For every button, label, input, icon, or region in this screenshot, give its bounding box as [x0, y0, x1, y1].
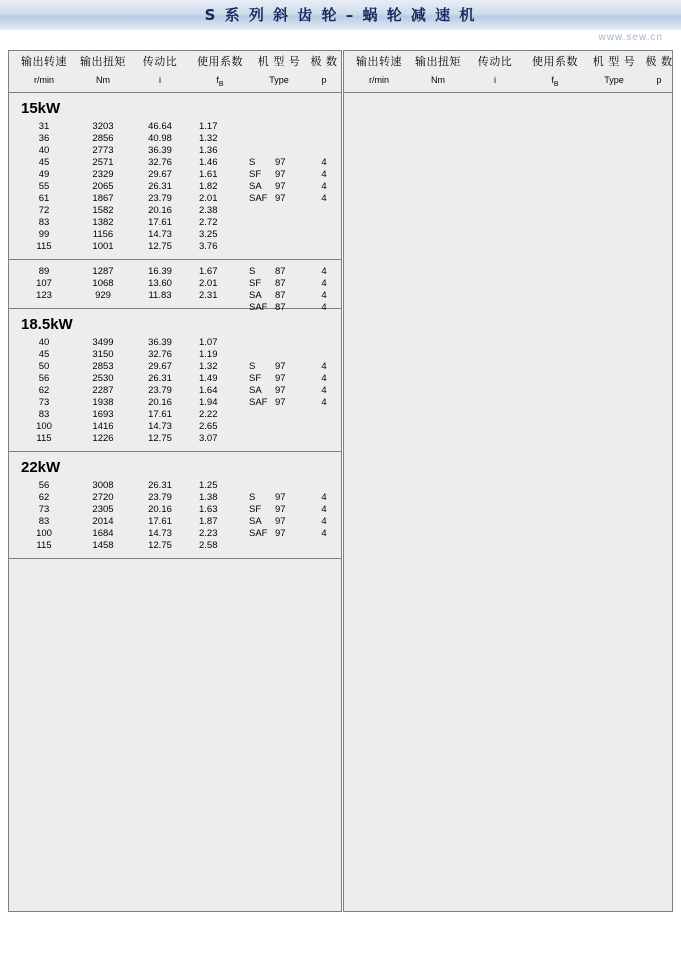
- type-size: 97: [275, 385, 286, 396]
- left-table-body: [9, 93, 341, 839]
- column-header-unit: r/min: [369, 75, 389, 85]
- cell-ratio: 12.75: [148, 241, 172, 252]
- column-header-type: [586, 55, 642, 87]
- cell-factor: 1.17: [199, 121, 218, 132]
- right-table-body: [344, 93, 672, 953]
- table-row: [9, 121, 341, 133]
- table-row: [9, 421, 341, 433]
- type-poles: 4: [321, 397, 327, 408]
- cell-speed: 36: [38, 133, 50, 144]
- column-header-output-speed: [348, 55, 410, 87]
- cell-ratio: 20.16: [148, 504, 172, 515]
- cell-ratio: 14.73: [148, 421, 172, 432]
- type-name: SAF: [249, 528, 268, 539]
- cell-factor: 1.61: [199, 169, 218, 180]
- column-header-service-factor: [524, 55, 586, 92]
- type-name: SF: [249, 504, 262, 515]
- type-row: [247, 528, 343, 540]
- table-row: [9, 133, 341, 145]
- column-header-unit: $f_B$: [216, 75, 224, 88]
- type-list: [247, 492, 343, 540]
- cell-torque: 2720: [92, 492, 114, 503]
- cell-factor: 2.38: [199, 205, 218, 216]
- cell-speed: 73: [38, 397, 50, 408]
- type-size: 87: [275, 278, 286, 289]
- type-row: [247, 492, 343, 504]
- cell-ratio: 20.16: [148, 205, 172, 216]
- cell-speed: 62: [38, 385, 50, 396]
- cell-factor: 2.72: [199, 217, 218, 228]
- cell-ratio: 17.61: [148, 409, 172, 420]
- cell-ratio: 14.73: [148, 528, 172, 539]
- cell-factor: 3.25: [199, 229, 218, 240]
- type-size: 87: [275, 302, 286, 313]
- table-row: [9, 480, 341, 492]
- type-poles: 4: [321, 266, 327, 277]
- cell-torque: 2305: [92, 504, 114, 515]
- type-name: SF: [249, 278, 262, 289]
- cell-ratio: 32.76: [148, 157, 172, 168]
- column-header-unit: p: [656, 75, 662, 85]
- cell-speed: 55: [38, 181, 50, 192]
- left-table-header: [9, 51, 341, 93]
- group-title: 18.5kW: [21, 316, 73, 333]
- cell-ratio: 36.39: [148, 337, 172, 348]
- type-row: [247, 278, 343, 290]
- cell-ratio: 26.31: [148, 373, 172, 384]
- cell-ratio: 12.75: [148, 540, 172, 551]
- cell-speed: 40: [38, 145, 50, 156]
- column-header-unit: Type: [269, 75, 289, 85]
- cell-torque: 2329: [92, 169, 114, 180]
- column-header-output-speed: [13, 55, 75, 87]
- type-size: 97: [275, 181, 286, 192]
- type-list: [247, 361, 343, 409]
- column-header-cn: 机 型 号: [592, 55, 636, 68]
- cell-ratio: 12.75: [148, 433, 172, 444]
- type-size: 87: [275, 290, 286, 301]
- cell-factor: 2.01: [199, 278, 218, 289]
- type-row: [247, 373, 343, 385]
- table-row: [9, 337, 341, 349]
- cell-ratio: 16.39: [148, 266, 172, 277]
- column-header-unit: Nm: [96, 75, 110, 85]
- column-header-unit: r/min: [34, 75, 54, 85]
- group-title: 15kW: [21, 100, 61, 117]
- cell-factor: 3.07: [199, 433, 218, 444]
- column-header-cn: 输出扭矩: [415, 55, 461, 68]
- type-name: SF: [249, 373, 262, 384]
- table-row: [9, 217, 341, 229]
- table-row: [9, 409, 341, 421]
- cell-torque: 1938: [92, 397, 114, 408]
- cell-ratio: 29.67: [148, 169, 172, 180]
- type-list: [247, 266, 343, 314]
- type-poles: 4: [321, 385, 327, 396]
- cell-ratio: 36.39: [148, 145, 172, 156]
- model-block: [9, 337, 341, 451]
- column-header-cn: 传动比: [477, 55, 513, 68]
- cell-factor: 1.07: [199, 337, 218, 348]
- type-size: 97: [275, 492, 286, 503]
- cell-factor: 1.38: [199, 492, 218, 503]
- cell-factor: 1.63: [199, 504, 218, 515]
- column-header-ratio: [131, 55, 189, 87]
- type-name: S: [249, 361, 256, 372]
- empty-table-area: [9, 559, 341, 839]
- column-header-cn: 使用系数: [532, 55, 578, 68]
- cell-factor: 1.67: [199, 266, 218, 277]
- type-poles: 4: [321, 278, 327, 289]
- cell-speed: 115: [36, 540, 52, 551]
- cell-ratio: 14.73: [148, 229, 172, 240]
- column-header-output-torque: [410, 55, 466, 87]
- cell-ratio: 11.83: [148, 290, 172, 301]
- type-poles: 4: [321, 193, 327, 204]
- type-row: [247, 504, 343, 516]
- header-bar: [0, 0, 681, 30]
- cell-torque: 1382: [92, 217, 114, 228]
- type-row: [247, 266, 343, 278]
- cell-speed: 31: [38, 121, 50, 132]
- cell-torque: 1416: [92, 421, 114, 432]
- type-name: SA: [249, 516, 262, 527]
- column-header-poles: [642, 55, 676, 87]
- cell-ratio: 23.79: [148, 385, 172, 396]
- cell-speed: 45: [38, 349, 50, 360]
- table-row: [9, 229, 341, 241]
- type-row: [247, 157, 343, 169]
- type-row: [247, 193, 343, 205]
- type-row: [247, 361, 343, 373]
- cell-speed: 56: [38, 373, 50, 384]
- cell-torque: 1068: [92, 278, 114, 289]
- column-header-cn: 传动比: [142, 55, 178, 68]
- cell-torque: 2014: [92, 516, 114, 527]
- type-row: [247, 169, 343, 181]
- cell-factor: 2.23: [199, 528, 218, 539]
- cell-factor: 1.46: [199, 157, 218, 168]
- column-header-ratio: [466, 55, 524, 87]
- type-name: SA: [249, 181, 262, 192]
- cell-torque: 3499: [92, 337, 114, 348]
- cell-torque: 1458: [92, 540, 114, 551]
- type-name: SA: [249, 385, 262, 396]
- cell-torque: 3150: [92, 349, 114, 360]
- cell-speed: 72: [38, 205, 50, 216]
- column-header-cn: 输出扭矩: [80, 55, 126, 68]
- type-name: S: [249, 157, 256, 168]
- cell-factor: 2.01: [199, 193, 218, 204]
- left-data-table: [8, 50, 342, 912]
- cell-speed: 123: [36, 290, 52, 301]
- type-name: SAF: [249, 302, 268, 313]
- cell-factor: 1.36: [199, 145, 218, 156]
- cell-speed: 61: [38, 193, 50, 204]
- watermark-text: www.sew.cn: [598, 32, 663, 43]
- cell-factor: 1.32: [199, 133, 218, 144]
- cell-ratio: 23.79: [148, 193, 172, 204]
- type-row: [247, 516, 343, 528]
- cell-torque: 929: [95, 290, 111, 301]
- right-table-header: [344, 51, 672, 93]
- type-size: 97: [275, 516, 286, 527]
- type-poles: 4: [321, 169, 327, 180]
- type-size: 97: [275, 373, 286, 384]
- cell-factor: 1.49: [199, 373, 218, 384]
- cell-torque: 3008: [92, 480, 114, 491]
- cell-speed: 115: [36, 433, 52, 444]
- cell-factor: 2.22: [199, 409, 218, 420]
- type-poles: 4: [321, 361, 327, 372]
- cell-speed: 83: [38, 409, 50, 420]
- model-block: [9, 121, 341, 259]
- column-header-cn: 机 型 号: [257, 55, 301, 68]
- type-size: 97: [275, 397, 286, 408]
- cell-factor: 1.64: [199, 385, 218, 396]
- cell-factor: 2.58: [199, 540, 218, 551]
- column-header-unit: Type: [604, 75, 624, 85]
- type-poles: 4: [321, 290, 327, 301]
- page-title: S 系 列 斜 齿 轮 – 蜗 轮 减 速 机: [204, 6, 477, 24]
- cell-torque: 1684: [92, 528, 114, 539]
- column-header-type: [251, 55, 307, 87]
- type-size: 97: [275, 504, 286, 515]
- cell-ratio: 26.31: [148, 181, 172, 192]
- type-name: S: [249, 492, 256, 503]
- cell-torque: 1582: [92, 205, 114, 216]
- cell-factor: 2.31: [199, 290, 218, 301]
- cell-ratio: 29.67: [148, 361, 172, 372]
- group-title: 22kW: [21, 459, 61, 476]
- column-header-service-factor: [189, 55, 251, 92]
- model-block: [9, 259, 341, 313]
- table-row: [9, 540, 341, 552]
- cell-speed: 49: [38, 169, 50, 180]
- type-row: [247, 385, 343, 397]
- type-name: SAF: [249, 193, 268, 204]
- type-row: [247, 181, 343, 193]
- type-size: 87: [275, 266, 286, 277]
- cell-ratio: 17.61: [148, 516, 172, 527]
- type-poles: 4: [321, 516, 327, 527]
- cell-torque: 1693: [92, 409, 114, 420]
- cell-torque: 2287: [92, 385, 114, 396]
- cell-ratio: 26.31: [148, 480, 172, 491]
- type-poles: 4: [321, 528, 327, 539]
- cell-speed: 100: [36, 421, 52, 432]
- table-row: [9, 241, 341, 253]
- type-size: 97: [275, 157, 286, 168]
- cell-speed: 50: [38, 361, 50, 372]
- column-header-cn: 输出转速: [356, 55, 402, 68]
- type-poles: 4: [321, 504, 327, 515]
- cell-factor: 1.32: [199, 361, 218, 372]
- cell-torque: 1287: [92, 266, 114, 277]
- cell-ratio: 13.60: [148, 278, 172, 289]
- type-poles: 4: [321, 181, 327, 192]
- cell-speed: 62: [38, 492, 50, 503]
- type-poles: 4: [321, 302, 327, 313]
- cell-ratio: 17.61: [148, 217, 172, 228]
- cell-torque: 2856: [92, 133, 114, 144]
- cell-factor: 1.19: [199, 349, 218, 360]
- cell-torque: 2530: [92, 373, 114, 384]
- column-header-unit: $f_B$: [551, 75, 559, 88]
- cell-torque: 2773: [92, 145, 114, 156]
- type-size: 97: [275, 528, 286, 539]
- type-name: SA: [249, 290, 262, 301]
- cell-speed: 56: [38, 480, 50, 491]
- cell-speed: 115: [36, 241, 52, 252]
- cell-factor: 1.25: [199, 480, 218, 491]
- column-header-unit: i: [494, 75, 496, 85]
- model-block: [9, 480, 341, 558]
- cell-torque: 2571: [92, 157, 114, 168]
- cell-speed: 40: [38, 337, 50, 348]
- type-name: SAF: [249, 397, 268, 408]
- cell-ratio: 40.98: [148, 133, 172, 144]
- cell-torque: 1867: [92, 193, 114, 204]
- power-group: [9, 452, 341, 559]
- table-row: [9, 145, 341, 157]
- cell-ratio: 32.76: [148, 349, 172, 360]
- cell-ratio: 23.79: [148, 492, 172, 503]
- type-row: [247, 290, 343, 302]
- cell-speed: 99: [38, 229, 50, 240]
- type-name: SF: [249, 169, 262, 180]
- table-row: [9, 349, 341, 361]
- power-group: [9, 93, 341, 313]
- cell-torque: 1001: [92, 241, 114, 252]
- type-row: [247, 397, 343, 409]
- column-header-output-torque: [75, 55, 131, 87]
- type-poles: 4: [321, 373, 327, 384]
- column-header-poles: [307, 55, 341, 87]
- table-row: [9, 433, 341, 445]
- cell-torque: 2065: [92, 181, 114, 192]
- column-header-unit: p: [321, 75, 327, 85]
- cell-torque: 3203: [92, 121, 114, 132]
- cell-speed: 83: [38, 217, 50, 228]
- cell-speed: 73: [38, 504, 50, 515]
- type-poles: 4: [321, 492, 327, 503]
- cell-torque: 2853: [92, 361, 114, 372]
- cell-factor: 2.65: [199, 421, 218, 432]
- column-header-cn: 使用系数: [197, 55, 243, 68]
- type-poles: 4: [321, 157, 327, 168]
- cell-speed: 89: [38, 266, 50, 277]
- column-header-cn: 输出转速: [21, 55, 67, 68]
- column-header-unit: Nm: [431, 75, 445, 85]
- cell-torque: 1156: [92, 229, 114, 240]
- cell-speed: 100: [36, 528, 52, 539]
- type-size: 97: [275, 193, 286, 204]
- cell-ratio: 46.64: [148, 121, 172, 132]
- column-header-cn: 极 数: [310, 55, 338, 68]
- cell-ratio: 20.16: [148, 397, 172, 408]
- cell-factor: 1.94: [199, 397, 218, 408]
- cell-torque: 1226: [92, 433, 114, 444]
- power-group: [9, 309, 341, 452]
- type-size: 97: [275, 169, 286, 180]
- cell-speed: 45: [38, 157, 50, 168]
- right-data-table: [343, 50, 673, 912]
- column-header-cn: 极 数: [645, 55, 673, 68]
- type-name: S: [249, 266, 256, 277]
- cell-speed: 107: [36, 278, 52, 289]
- column-header-unit: i: [159, 75, 161, 85]
- table-row: [9, 205, 341, 217]
- cell-factor: 1.82: [199, 181, 218, 192]
- type-list: [247, 157, 343, 205]
- cell-speed: 83: [38, 516, 50, 527]
- type-size: 97: [275, 361, 286, 372]
- cell-factor: 3.76: [199, 241, 218, 252]
- cell-factor: 1.87: [199, 516, 218, 527]
